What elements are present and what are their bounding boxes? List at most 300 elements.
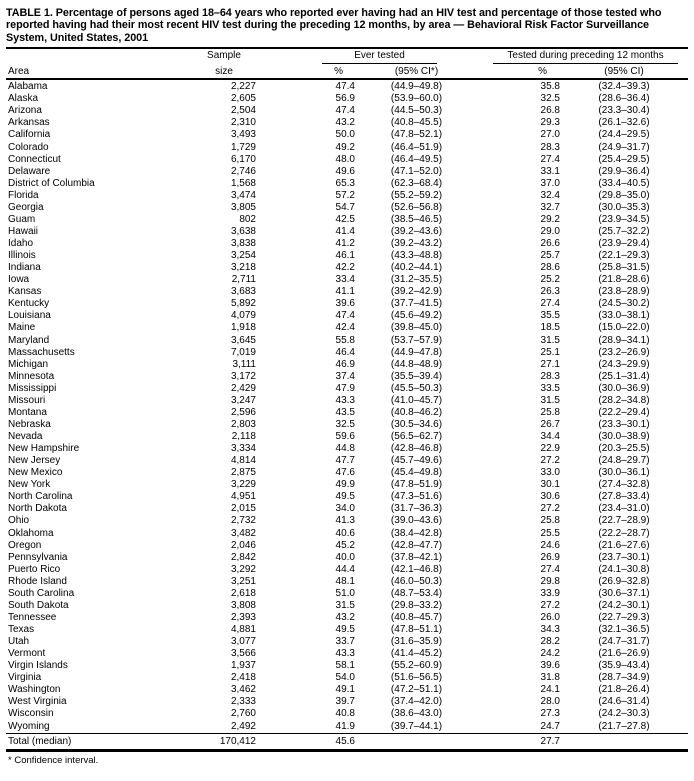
recent-ci-cell: (24.2–30.1)	[598, 599, 650, 611]
area-cell: Oklahoma	[8, 527, 54, 539]
sample-size-cell: 4,951	[230, 491, 256, 503]
ever-pct-cell: 49.5	[335, 624, 355, 636]
sample-size-cell: 2,429	[230, 382, 256, 394]
sample-size-cell: 6,170	[230, 153, 256, 165]
ever-pct-cell: 39.6	[335, 298, 355, 310]
recent-ci-cell: (26.9–32.8)	[598, 575, 650, 587]
area-cell: Vermont	[8, 648, 46, 660]
sample-size-cell: 3,334	[230, 443, 256, 455]
sample-size-cell: 2,618	[230, 587, 256, 599]
recent-pct-cell: 28.3	[540, 141, 560, 153]
sample-size-cell: 1,937	[230, 660, 256, 672]
table-row	[6, 81, 678, 93]
ever-pct-cell: 46.4	[335, 346, 355, 358]
recent-ci-cell: (30.0–36.1)	[598, 467, 650, 479]
recent-ci-cell: (22.2–29.4)	[598, 406, 650, 418]
area-cell: District of Columbia	[8, 177, 95, 189]
sample-size-cell: 2,118	[231, 431, 256, 443]
area-cell: Kansas	[8, 286, 42, 298]
sample-size-cell: 3,638	[230, 225, 256, 237]
ever-pct-cell: 48.1	[335, 575, 355, 587]
recent-ci-cell: (24.1–30.8)	[598, 563, 650, 575]
area-cell: Utah	[8, 636, 30, 648]
recent-pct-cell: 29.2	[540, 213, 560, 225]
ever-pct-cell: 49.2	[335, 141, 355, 153]
recent-pct-cell: 27.4	[540, 563, 560, 575]
recent-ci-cell: (23.7–30.1)	[598, 551, 650, 563]
recent-ci-cell: (23.4–31.0)	[598, 503, 650, 515]
ever-pct-cell: 51.0	[335, 587, 355, 599]
ever-pct-cell: 42.2	[335, 262, 355, 274]
ever-ci-cell: (41.0–45.7)	[390, 394, 443, 406]
ever-pct-cell: 41.1	[335, 286, 355, 298]
ever-pct-cell: 47.9	[335, 382, 355, 394]
area-cell: Idaho	[8, 238, 34, 250]
ever-ci-cell: (47.2–51.1)	[390, 684, 443, 696]
recent-pct-cell: 33.1	[540, 165, 560, 177]
recent-ci-cell: (23.3–30.1)	[598, 418, 650, 430]
area-cell: Total (median)	[8, 735, 72, 747]
recent-ci-cell: (25.7–32.2)	[598, 225, 650, 237]
recent-ci-cell: (24.4–29.5)	[598, 129, 650, 141]
table-row	[6, 612, 678, 624]
ever-ci-cell: (53.9–60.0)	[390, 93, 443, 105]
ever-ci-cell: (31.7–36.3)	[390, 503, 443, 515]
area-cell: Louisiana	[8, 310, 51, 322]
recent-pct-cell: 26.3	[540, 286, 560, 298]
ever-ci-cell: (44.9–49.8)	[390, 81, 443, 93]
table-row	[6, 178, 678, 190]
col-header-recent-pct: %	[538, 66, 547, 78]
table-row	[6, 419, 678, 431]
ever-ci-cell: (40.8–45.7)	[390, 611, 443, 623]
recent-pct-cell: 27.3	[540, 708, 560, 720]
area-cell: Delaware	[8, 165, 51, 177]
table-row	[6, 359, 678, 371]
recent-pct-cell: 26.6	[540, 238, 560, 250]
table-row	[6, 515, 678, 527]
ever-ci-cell: (40.8–46.2)	[390, 406, 443, 418]
ever-ci-cell: (31.2–35.5)	[390, 274, 443, 286]
recent-ci-cell: (28.7–34.9)	[598, 672, 650, 684]
table-row	[6, 672, 678, 684]
area-cell: Nevada	[8, 431, 43, 443]
area-cell: Texas	[8, 624, 35, 636]
table-row	[6, 274, 678, 286]
ever-ci-cell: (47.8–52.1)	[390, 129, 443, 141]
recent-pct-cell: 31.5	[540, 334, 560, 346]
col-header-ever-pct: %	[334, 66, 343, 78]
recent-pct-cell: 26.7	[540, 418, 560, 430]
area-cell: North Carolina	[8, 491, 73, 503]
ever-ci-cell: (46.4–51.9)	[390, 141, 443, 153]
recent-pct-cell: 24.1	[540, 684, 560, 696]
ever-pct-cell: 46.9	[335, 358, 355, 370]
table-row	[6, 696, 678, 708]
table-row	[6, 214, 678, 226]
col-group-ever-tested: Ever tested	[322, 50, 437, 64]
ever-pct-cell: 43.2	[335, 117, 355, 129]
footnote: * Confidence interval.	[8, 754, 99, 766]
recent-ci-cell: (23.2–26.9)	[598, 346, 650, 358]
ever-pct-cell: 49.5	[335, 491, 355, 503]
recent-pct-cell: 32.5	[540, 93, 560, 105]
table-row	[6, 371, 678, 383]
ever-ci-cell: (39.2–42.9)	[390, 286, 443, 298]
recent-ci-cell: (21.6–26.9)	[598, 648, 650, 660]
table-row	[6, 407, 678, 419]
sample-size-cell: 2,227	[230, 81, 256, 93]
ever-ci-cell: (47.8–51.1)	[390, 624, 443, 636]
recent-ci-cell: (32.4–39.3)	[598, 81, 650, 93]
ever-pct-cell: 41.4	[335, 225, 355, 237]
sample-size-cell: 3,493	[230, 129, 256, 141]
table-row	[6, 117, 678, 129]
ever-pct-cell: 49.9	[335, 479, 355, 491]
table-row	[6, 503, 678, 515]
area-cell: Washington	[8, 684, 61, 696]
recent-pct-cell: 27.1	[540, 358, 560, 370]
recent-pct-cell: 25.8	[540, 406, 560, 418]
recent-ci-cell: (33.4–40.5)	[598, 177, 650, 189]
col-header-area: Area	[8, 66, 30, 78]
area-cell: Georgia	[8, 201, 44, 213]
sample-size-cell: 170,412	[219, 735, 256, 747]
col-header-size: size	[215, 66, 233, 78]
area-cell: Colorado	[8, 141, 49, 153]
recent-ci-cell: (30.0–38.9)	[598, 431, 650, 443]
sample-size-cell: 4,881	[230, 624, 256, 636]
recent-ci-cell: (25.4–29.5)	[598, 153, 650, 165]
recent-pct-cell: 28.6	[540, 262, 560, 274]
ever-ci-cell: (37.8–42.1)	[390, 551, 443, 563]
recent-pct-cell: 33.0	[540, 467, 560, 479]
sample-size-cell: 3,566	[230, 648, 256, 660]
ever-pct-cell: 40.0	[335, 551, 355, 563]
ever-ci-cell: (46.4–49.5)	[390, 153, 443, 165]
ever-ci-cell: (45.7–49.6)	[390, 455, 443, 467]
recent-pct-cell: 28.3	[540, 370, 560, 382]
sample-size-cell: 2,732	[230, 515, 256, 527]
table-row	[6, 660, 678, 672]
table-row	[6, 226, 678, 238]
recent-ci-cell: (27.8–33.4)	[598, 491, 650, 503]
table-row	[6, 347, 678, 359]
sample-size-cell: 2,492	[230, 720, 256, 732]
recent-pct-cell: 37.0	[540, 177, 560, 189]
area-cell: New Mexico	[8, 467, 63, 479]
ever-pct-cell: 32.5	[335, 418, 355, 430]
table-row	[6, 528, 678, 540]
table-row	[6, 576, 678, 588]
ever-pct-cell: 58.1	[335, 660, 355, 672]
recent-ci-cell: (24.9–31.7)	[598, 141, 650, 153]
ever-ci-cell: (35.5–39.4)	[390, 370, 443, 382]
ever-ci-cell: (42.1–46.8)	[390, 563, 443, 575]
recent-pct-cell: 25.5	[540, 527, 560, 539]
area-cell: West Virginia	[8, 696, 67, 708]
recent-ci-cell: (22.1–29.3)	[598, 250, 650, 262]
ever-pct-cell: 41.9	[335, 720, 355, 732]
table-row	[6, 636, 678, 648]
ever-ci-cell: (47.3–51.6)	[390, 491, 443, 503]
recent-pct-cell: 25.7	[540, 250, 560, 262]
ever-ci-cell: (41.4–45.2)	[390, 648, 443, 660]
recent-ci-cell: (24.5–30.2)	[598, 298, 650, 310]
table-row	[6, 648, 678, 660]
sample-size-cell: 3,218	[230, 262, 256, 274]
sample-size-cell: 2,418	[230, 672, 256, 684]
recent-pct-cell: 33.5	[540, 382, 560, 394]
ever-pct-cell: 65.3	[335, 177, 355, 189]
area-cell: Missouri	[8, 394, 46, 406]
recent-pct-cell: 29.8	[540, 575, 560, 587]
area-cell: Pennsylvania	[8, 551, 68, 563]
table-row	[6, 322, 678, 334]
ever-pct-cell: 50.0	[335, 129, 355, 141]
sample-size-cell: 1,729	[230, 141, 256, 153]
recent-ci-cell: (30.6–37.1)	[598, 587, 650, 599]
recent-pct-cell: 35.5	[540, 310, 560, 322]
ever-pct-cell: 44.4	[335, 563, 355, 575]
area-cell: South Carolina	[8, 587, 75, 599]
area-cell: Connecticut	[8, 153, 61, 165]
area-cell: New Jersey	[8, 455, 61, 467]
recent-pct-cell: 22.9	[540, 443, 560, 455]
area-cell: Minnesota	[8, 370, 55, 382]
ever-pct-cell: 42.4	[335, 322, 355, 334]
ever-pct-cell: 31.5	[335, 599, 355, 611]
ever-ci-cell: (37.7–41.5)	[390, 298, 443, 310]
area-cell: Virgin Islands	[8, 660, 68, 672]
table-row	[6, 202, 678, 214]
recent-ci-cell: (21.7–27.8)	[598, 720, 650, 732]
table-title: TABLE 1. Percentage of persons aged 18–64 years who reported ever having had an HIV test and percentage of those tested who reported having had their most recent HIV test during the preceding 12 months, by area — Behavioral Risk Factor Surveillance System, United States, 2001	[6, 7, 662, 44]
recent-pct-cell: 26.0	[540, 611, 560, 623]
table-row	[6, 455, 678, 467]
ever-pct-cell: 43.3	[335, 648, 355, 660]
recent-ci-cell: (27.4–32.8)	[598, 479, 650, 491]
table-row	[6, 310, 678, 322]
recent-pct-cell: 26.8	[540, 105, 560, 117]
sample-size-cell: 3,482	[230, 527, 256, 539]
recent-pct-cell: 24.7	[540, 720, 560, 732]
area-cell: Maine	[8, 322, 36, 334]
table-row	[6, 129, 678, 141]
area-cell: Arkansas	[8, 117, 50, 129]
recent-pct-cell: 39.6	[540, 660, 560, 672]
sample-size-cell: 4,079	[230, 310, 256, 322]
col-header-recent-ci: (95% CI)	[604, 66, 644, 78]
ever-ci-cell: (39.7–44.1)	[390, 720, 443, 732]
ever-pct-cell: 55.8	[335, 334, 355, 346]
table-row	[6, 552, 678, 564]
ever-ci-cell: (55.2–59.2)	[390, 189, 443, 201]
recent-ci-cell: (28.9–34.1)	[598, 334, 650, 346]
ever-pct-cell: 33.4	[335, 274, 355, 286]
table-row	[6, 298, 678, 310]
area-cell: New York	[8, 479, 51, 491]
area-cell: Montana	[8, 406, 47, 418]
ever-ci-cell: (45.5–50.3)	[390, 382, 443, 394]
table-row	[6, 154, 678, 166]
recent-ci-cell: (32.1–36.5)	[598, 624, 650, 636]
recent-ci-cell: (24.7–31.7)	[598, 636, 650, 648]
ever-ci-cell: (29.8–33.2)	[390, 599, 443, 611]
ever-ci-cell: (45.6–49.2)	[390, 310, 443, 322]
ever-ci-cell: (38.4–42.8)	[390, 527, 443, 539]
table-row	[6, 588, 678, 600]
sample-size-cell: 2,746	[230, 165, 256, 177]
table-body	[6, 81, 688, 732]
area-cell: Hawaii	[8, 225, 39, 237]
ever-pct-cell: 54.7	[335, 201, 355, 213]
recent-ci-cell: (21.8–26.4)	[598, 684, 650, 696]
ever-pct-cell: 47.6	[335, 467, 355, 479]
recent-ci-cell: (24.3–29.9)	[598, 358, 650, 370]
table-row	[6, 262, 678, 274]
recent-pct-cell: 27.2	[540, 503, 560, 515]
sample-size-cell: 3,111	[232, 358, 256, 370]
ever-ci-cell: (43.3–48.8)	[390, 250, 443, 262]
sub-header-row	[6, 66, 678, 77]
sample-size-cell: 2,803	[230, 418, 256, 430]
sample-size-cell: 3,251	[230, 575, 256, 587]
ever-pct-cell: 59.6	[335, 431, 355, 443]
ever-pct-cell: 49.6	[335, 165, 355, 177]
table-row	[6, 624, 678, 636]
table-row	[6, 431, 678, 443]
recent-ci-cell: (33.0–38.1)	[598, 310, 650, 322]
ever-ci-cell: (39.8–45.0)	[390, 322, 443, 334]
table-row	[6, 93, 678, 105]
sample-size-cell: 7,019	[230, 346, 256, 358]
sample-size-cell: 2,015	[230, 503, 256, 515]
area-cell: North Dakota	[8, 503, 67, 515]
ever-pct-cell: 43.3	[335, 394, 355, 406]
sample-size-cell: 2,760	[230, 708, 256, 720]
ever-pct-cell: 48.0	[335, 153, 355, 165]
table-row	[6, 479, 678, 491]
recent-ci-cell: (22.7–29.3)	[598, 611, 650, 623]
ever-pct-cell: 33.7	[335, 636, 355, 648]
ever-pct-cell: 54.0	[335, 672, 355, 684]
sample-size-cell: 802	[239, 213, 256, 225]
area-cell: South Dakota	[8, 599, 69, 611]
table-row	[6, 708, 678, 720]
area-cell: Massachusetts	[8, 346, 75, 358]
ever-ci-cell: (62.3–68.4)	[390, 177, 443, 189]
recent-pct-cell: 30.1	[540, 479, 560, 491]
total-row	[6, 734, 678, 749]
area-cell: Guam	[8, 213, 36, 225]
table-row	[6, 600, 678, 612]
ever-pct-cell: 40.6	[335, 527, 355, 539]
area-cell: Tennessee	[8, 611, 57, 623]
ever-ci-cell: (53.7–57.9)	[390, 334, 443, 346]
recent-ci-cell: (23.8–28.9)	[598, 286, 650, 298]
ever-pct-cell: 47.4	[335, 81, 355, 93]
sample-size-cell: 2,333	[230, 696, 256, 708]
sample-size-cell: 3,808	[230, 599, 256, 611]
area-cell: Ohio	[8, 515, 30, 527]
table-row	[6, 142, 678, 154]
ever-ci-cell: (40.2–44.1)	[390, 262, 443, 274]
ever-ci-cell: (42.8–46.8)	[390, 443, 443, 455]
area-cell: Mississippi	[8, 382, 57, 394]
sample-size-cell: 2,504	[230, 105, 256, 117]
table-row	[6, 395, 678, 407]
recent-pct-cell: 26.9	[540, 551, 560, 563]
ever-pct-cell: 44.8	[335, 443, 355, 455]
recent-pct-cell: 32.7	[540, 201, 560, 213]
area-cell: Florida	[8, 189, 39, 201]
area-cell: Wisconsin	[8, 708, 54, 720]
sample-size-cell: 3,462	[230, 684, 256, 696]
recent-pct-cell: 25.2	[540, 274, 560, 286]
ever-ci-cell: (45.4–49.8)	[390, 467, 443, 479]
recent-pct-cell: 27.4	[540, 298, 560, 310]
sample-size-cell: 4,814	[230, 455, 256, 467]
ever-ci-cell: (51.6–56.5)	[390, 672, 443, 684]
area-cell: Iowa	[8, 274, 30, 286]
ever-pct-cell: 49.1	[335, 684, 355, 696]
table-row	[6, 250, 678, 262]
col-group-tested-12-months: Tested during preceding 12 months	[493, 50, 678, 64]
area-cell: Arizona	[8, 105, 42, 117]
sample-size-cell: 2,875	[230, 467, 256, 479]
recent-pct-cell: 18.5	[540, 322, 560, 334]
ever-ci-cell: (40.8–45.5)	[390, 117, 443, 129]
sample-size-cell: 1,568	[230, 177, 256, 189]
recent-ci-cell: (15.0–22.0)	[598, 322, 650, 334]
recent-ci-cell	[560, 734, 678, 749]
recent-ci-cell: (23.9–29.4)	[598, 238, 650, 250]
area-cell: Alabama	[8, 81, 48, 93]
sample-size-cell: 2,393	[230, 611, 256, 623]
ever-ci-cell: (47.1–52.0)	[390, 165, 443, 177]
ever-ci-cell: (42.8–47.7)	[390, 539, 443, 551]
area-cell: Wyoming	[8, 720, 50, 732]
recent-ci-cell: (22.2–28.7)	[598, 527, 650, 539]
table-total-container	[6, 733, 688, 752]
ever-pct-cell: 43.2	[335, 611, 355, 623]
ever-pct-cell: 45.6	[335, 735, 355, 747]
col-header-ever-ci: (95% CI*)	[394, 66, 439, 78]
sample-size-cell: 3,229	[230, 479, 256, 491]
table-row	[6, 540, 678, 552]
sample-size-cell: 2,842	[230, 551, 256, 563]
sample-size-cell: 2,711	[231, 274, 256, 286]
sample-size-cell: 3,683	[230, 286, 256, 298]
ever-ci-cell: (44.5–50.3)	[390, 105, 443, 117]
ever-ci-cell: (47.8–51.9)	[390, 479, 443, 491]
recent-pct-cell: 25.1	[540, 346, 560, 358]
sample-size-cell: 2,046	[230, 539, 256, 551]
recent-pct-cell: 32.4	[540, 189, 560, 201]
table-row	[6, 684, 678, 696]
ever-ci-cell: (48.7–53.4)	[390, 587, 443, 599]
table-row	[6, 190, 678, 202]
ever-ci-cell: (44.9–47.8)	[390, 346, 443, 358]
ever-pct-cell: 39.7	[335, 696, 355, 708]
area-cell: Michigan	[8, 358, 49, 370]
recent-ci-cell: (24.6–31.4)	[598, 696, 650, 708]
recent-pct-cell: 31.5	[540, 394, 560, 406]
table-row	[6, 491, 678, 503]
ever-ci-cell: (31.6–35.9)	[390, 636, 443, 648]
recent-pct-cell: 27.7	[540, 735, 560, 747]
